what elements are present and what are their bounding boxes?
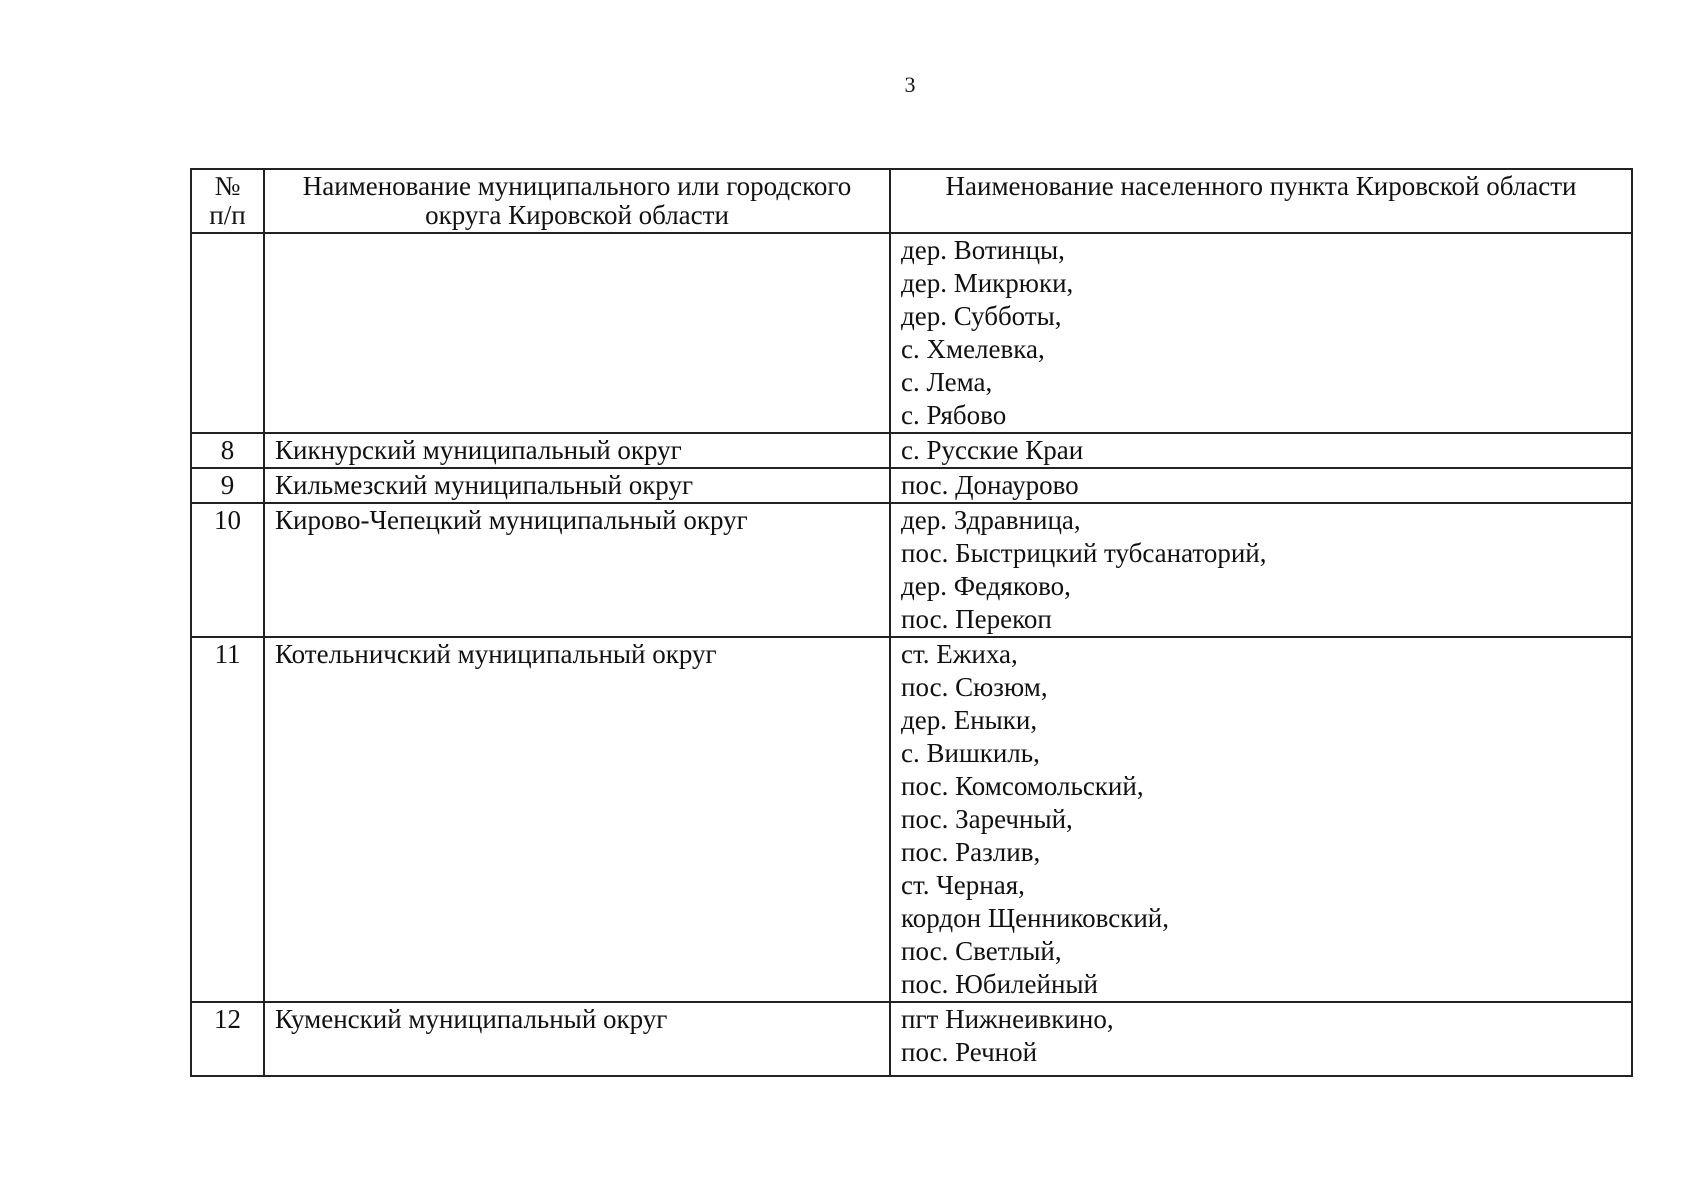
table-row [191, 1002, 1632, 1076]
row-places [890, 433, 1632, 468]
row-places [890, 637, 1632, 1002]
row-district: Котельничский муниципальный округ [264, 637, 890, 1002]
place-name: пос. Перекоп [901, 604, 1052, 634]
row-district: Кильмезский муниципальный округ [264, 468, 890, 503]
settlements-table [190, 168, 1633, 1077]
row-district: Куменский муниципальный округ [264, 1002, 890, 1076]
place-name: дер. Федяково, [901, 571, 1071, 601]
page-number: 3 [904, 72, 916, 97]
place-name: ст. Ежиха, [901, 639, 1018, 669]
table-header-row [191, 169, 1632, 233]
place-name: кордон Щенниковский, [901, 903, 1169, 933]
header-district: Наименование муниципального или городского округа Кировской области [264, 169, 890, 233]
table-row [191, 433, 1632, 468]
header-num: № п/п [191, 169, 264, 233]
place-name: дер. Еныки, [901, 705, 1038, 735]
place-name: пос. Комсомольский, [901, 771, 1144, 801]
place-name: пос. Донаурово [901, 470, 1079, 500]
place-name: пгт Нижнеивкино, [901, 1004, 1114, 1034]
place-name: пос. Разлив, [901, 837, 1041, 867]
place-name: дер. Субботы, [901, 301, 1062, 331]
row-places [890, 1002, 1632, 1076]
place-name: дер. Вотинцы, [901, 235, 1065, 265]
row-num: 9 [191, 468, 264, 503]
row-district: Кикнурский муниципальный округ [264, 433, 890, 468]
row-num: 11 [191, 637, 264, 1002]
table-row [191, 503, 1632, 637]
row-num: 8 [191, 433, 264, 468]
place-name: с. Рябово [901, 400, 1007, 430]
table-row [191, 233, 1632, 433]
table-row [191, 468, 1632, 503]
place-name: пос. Быстрицкий тубсанаторий, [901, 538, 1267, 568]
row-num [191, 233, 264, 433]
row-places [890, 468, 1632, 503]
row-num: 12 [191, 1002, 264, 1076]
place-name: пос. Юбилейный [901, 969, 1098, 999]
place-name: дер. Здравница, [901, 505, 1081, 535]
table-row [191, 637, 1632, 1002]
place-name: ст. Черная, [901, 870, 1025, 900]
row-district: Кирово-Чепецкий муниципальный округ [264, 503, 890, 637]
place-name: пос. Речной [901, 1037, 1038, 1067]
place-name: пос. Сюзюм, [901, 672, 1048, 702]
place-name: пос. Светлый, [901, 936, 1062, 966]
place-name: с. Русские Краи [901, 435, 1084, 465]
row-places [890, 503, 1632, 637]
place-name: пос. Заречный, [901, 804, 1073, 834]
header-places: Наименование населенного пункта Кировской области [890, 169, 1632, 233]
place-name: с. Вишкиль, [901, 738, 1040, 768]
place-name: с. Лема, [901, 367, 993, 397]
place-name: с. Хмелевка, [901, 334, 1045, 364]
row-num: 10 [191, 503, 264, 637]
place-name: дер. Микрюки, [901, 268, 1074, 298]
row-district [264, 233, 890, 433]
row-places [890, 233, 1632, 433]
